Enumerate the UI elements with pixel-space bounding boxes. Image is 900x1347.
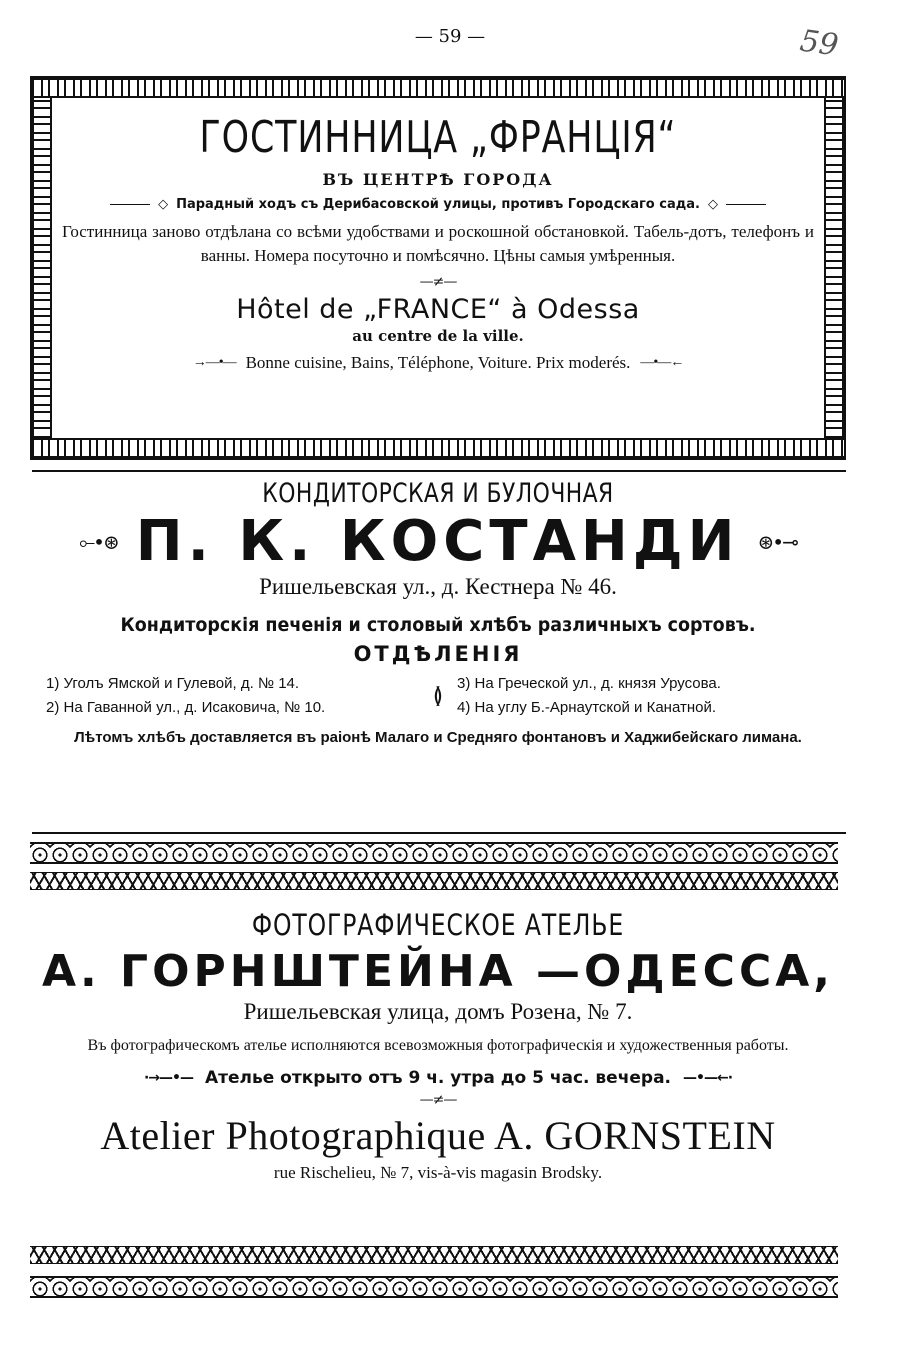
ornamental-band-waves (30, 1246, 838, 1264)
branches-heading: ОТДѢЛЕНІЯ (353, 642, 523, 666)
ornamental-band-loops (30, 842, 838, 864)
ornamental-band-loops (30, 1276, 838, 1298)
hotel-description: Гостинница заново отдѣлана со всѣми удобствами и роскошной обстановкой. Табель-дотъ, телефонъ и ванны. Номера посуточно и помѣсячно. Цѣны самыя умѣренныя. (62, 222, 814, 265)
rule-left (110, 204, 150, 205)
divider-ornament-icon: —≠— (419, 274, 457, 290)
handwritten-page-number: 59 (797, 23, 841, 64)
hotel-entrance-line (56, 197, 820, 212)
separator-rule (32, 832, 846, 834)
greek-key-border-right (824, 98, 844, 438)
hotel-entrance: Парадный ходъ съ Дерибасовской улицы, противъ Городскаго сада. (176, 197, 700, 212)
branch-item: 1) Уголъ Ямской и Гулевой, д. № 14. (46, 675, 300, 692)
photo-studio-description: Въ фотографическомъ ателье исполняются всевозможныя фотографическія и художественныя работы. (87, 1037, 789, 1054)
separator-rule (32, 470, 846, 472)
hotel-ad (56, 100, 820, 436)
photo-studio-name: А. ГОРНШТЕЙНА —ОДЕССА, (41, 946, 835, 997)
branch-item: 2) На Гаванной ул., д. Исаковича, № 10. (46, 699, 326, 716)
hotel-ad-frame (30, 76, 846, 460)
greek-key-border-left (32, 98, 52, 438)
confectionery-name-row (30, 509, 846, 574)
divider-ornament-icon: —≠— (419, 1092, 457, 1108)
photo-studio-address-fr: rue Rischelieu, № 7, vis-à-vis magasin Brodsky. (273, 1163, 603, 1182)
photo-studio-address: Ришельевская улица, домъ Розена, № 7. (243, 999, 633, 1024)
diamond-ornament-icon: ◇ (158, 197, 169, 212)
hotel-services-line (56, 353, 820, 373)
greek-key-border-bottom (32, 438, 844, 458)
arrow-ornament-icon: →—•— (192, 355, 236, 370)
photo-studio-title-fr: Atelier Photographique A. GORNSTEIN (100, 1113, 776, 1158)
branch-item: 3) На Греческой ул., д. князя Урусова. (457, 675, 721, 692)
scroll-ornament-icon: ⟜•⊛ (79, 529, 118, 554)
hotel-title: ГОСТИННИЦА „ФРАНЦІЯ“ (199, 112, 677, 163)
delivery-note: Лѣтомъ хлѣбъ доставляется въ раіонѣ Малаго и Средняго фонтановъ и Хаджибейскаго лимана. (74, 729, 802, 746)
arrow-ornament-icon: —•—←· (683, 1070, 733, 1086)
confectionery-products: Кондиторскія печенія и столовый хлѣбъ различныхъ сортовъ. (120, 614, 756, 636)
photo-studio-hours: Ателье открыто отъ 9 ч. утра до 5 час. вечера. (204, 1068, 672, 1088)
confectionery-ad (30, 478, 846, 750)
confectionery-address: Ришельевская ул., д. Кестнера № 46. (259, 574, 617, 599)
confectionery-kind: КОНДИТОРСКАЯ И БУЛОЧНАЯ (262, 478, 614, 509)
page-number: — 59 — (414, 26, 486, 47)
hotel-services-fr: Bonne cuisine, Bains, Téléphone, Voiture. Prix moderés. (245, 353, 631, 372)
diamond-ornament-icon: ◇ (707, 197, 718, 212)
hotel-subtitle: ВЪ ЦЕНТРѢ ГОРОДА (322, 170, 554, 189)
hotel-subtitle-fr: au centre de la ville. (352, 327, 524, 345)
ornamental-band-waves (30, 872, 838, 890)
branches-list (30, 672, 846, 720)
rule-right (726, 204, 766, 205)
vertical-ornament-icon: ≬ (432, 683, 444, 708)
arrow-ornament-icon: —•—← (640, 355, 684, 370)
confectionery-name: П. К. КОСТАНДИ (135, 509, 740, 574)
photo-studio-ad (30, 908, 846, 1183)
branches-right-column (453, 672, 846, 720)
branch-item: 4) На углу Б.-Арнаутской и Канатной. (457, 699, 717, 716)
greek-key-border-top (32, 78, 844, 98)
scroll-ornament-icon: ⊛•⊸ (757, 529, 797, 554)
hotel-title-fr: Hôtel de „FRANCE“ à Odessa (236, 294, 640, 325)
branches-left-column (30, 672, 423, 720)
photo-studio-kind: ФОТОГРАФИЧЕСКОЕ АТЕЛЬЕ (251, 908, 625, 942)
photo-studio-hours-line (30, 1068, 846, 1088)
arrow-ornament-icon: ·→—•— (143, 1070, 193, 1086)
